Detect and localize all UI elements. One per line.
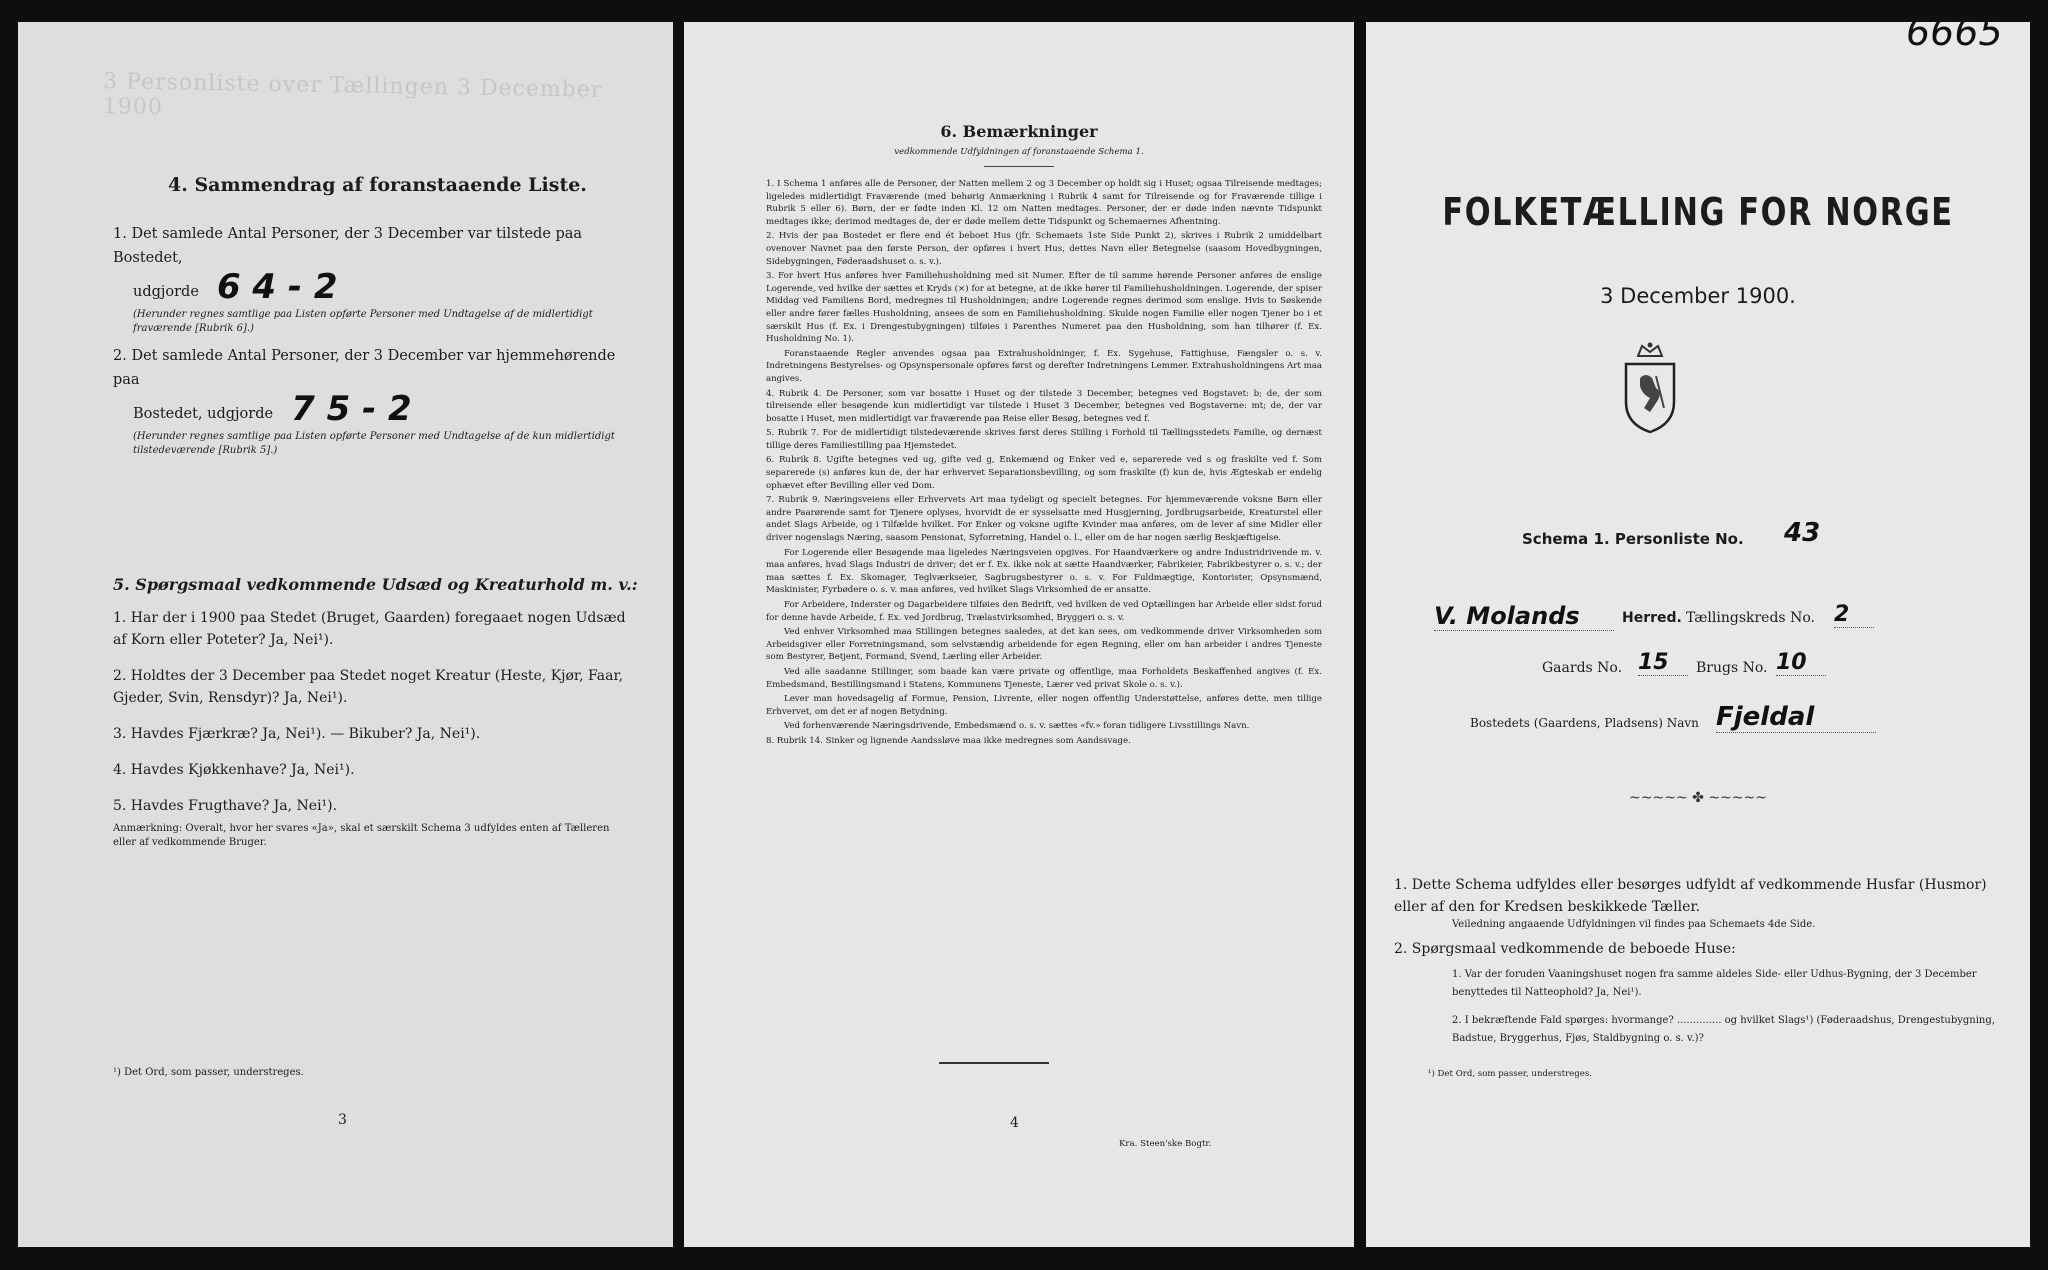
page-right [1366, 10, 2030, 1247]
page-number: 4 [1010, 1115, 1019, 1131]
census-date: 3 December 1900. [1600, 284, 1796, 308]
norway-coat-of-arms-icon [1620, 342, 1680, 434]
remarks-list [766, 178, 1322, 750]
bosted-name: Fjeldal [1716, 702, 1876, 733]
end-rule [939, 1062, 1049, 1064]
remark-item: 4. Rubrik 4. De Personer, som var bosatte i Huset og der tilstede 3 December, betegnes ved Bogstavet: b; de, der som tilreisende eller besøgende kun midlertidigt var tilstede i Huset 3 December, betegnes ved Bogstaverne: mt; de, der var bosatte i Huset, men midlertidigt var fraværende paa Reise eller Besøg, betegnes ved f. [766, 388, 1322, 424]
item2-bostedet: Bostedet, udgjorde [133, 406, 274, 422]
footnote: ¹) Det Ord, som passer, understreges. [113, 1067, 304, 1078]
personliste-number: 43 [1784, 518, 1821, 548]
remark-item: 2. Hvis der paa Bostedet er flere end ét beboet Hus (jfr. Schemaets 1ste Side Punkt 2), skrives i Rubrik 2 umiddelbart ovenover Navnet paa den første Person, der opføres i hvert Hus, dettes Navn eller Betegnelse (saasom Hovedbygningen, Sidebygningen, Føderaadshuset o. s. v.). [766, 231, 1322, 267]
remark-item: For Arbeidere, Inderster og Dagarbeidere tilføies den Bedrift, ved hvilken de ved Optællingen har Arbeide eller sidst forud for denne havde Arbeide, f. Ex. ved Jordbrug, Trælastvirksomhed, Bryggeri o. s. v. [766, 600, 1322, 623]
item1-note: (Herunder regnes samtlige paa Listen opførte Personer med Undtagelse af de midlertidigt fraværende [Rubrik 6].) [133, 309, 593, 334]
herred-label: Herred. [1622, 610, 1682, 626]
section5-title: 5. Spørgsmaal vedkommende Udsæd og Kreaturhold m. v.: [113, 575, 638, 594]
item1-line: 1. Det samlede Antal Personer, der 3 December var tilstede paa Bostedet, [113, 226, 583, 266]
herred-name: V. Molands [1434, 602, 1614, 631]
item1-udgjorde: udgjorde [133, 284, 199, 300]
item2-note: (Herunder regnes samtlige paa Listen opførte Personer med Undtagelse af de kun midlertidigt tilstedeværende [Rubrik 5].) [133, 431, 615, 456]
remarks-title: 6. Bemærkninger [940, 122, 1098, 141]
item2-handwritten: 7 5 - 2 [291, 389, 412, 429]
question-1: 1. Har der i 1900 paa Stedet (Bruget, Gaarden) foregaaet nogen Udsæd af Korn eller Poteter? Ja, Nei¹). [113, 610, 626, 648]
instruction-1: 1. Dette Schema udfyldes eller besørges udfyldt af vedkommende Husfar (Husmor) eller af den for Kredsen beskikkede Tæller. [1394, 877, 1987, 915]
kreds-label: Tællingskreds No. [1686, 610, 1815, 626]
brugs-label: Brugs No. [1696, 660, 1768, 676]
remark-item: Lever man hovedsagelig af Formue, Pension, Livrente, eller nogen offentlig Understøttelse, anføres dette, men tillige Erhvervet, om det er af nogen Betydning. [766, 694, 1322, 717]
page-left [18, 22, 673, 1247]
footnote: ¹) Det Ord, som passer, understreges. [1428, 1069, 1592, 1079]
page-middle [684, 22, 1354, 1247]
instruction-2: 2. Spørgsmaal vedkommende de beboede Huse: [1394, 941, 1736, 957]
section5-questions [113, 607, 633, 831]
remark-item: 7. Rubrik 9. Næringsveiens eller Erhvervets Art maa tydeligt og specielt betegnes. For hjemmeværende voksne Børn eller andre Paarørende samt for Tjenere oplyses, hvorvidt de er sysselsatte med Husgjerning, Jordbrugsarbeide, Kreaturstel eller andet Slags Arbeide, og i Tilfælde hvilket. For Enker og voksne ugifte Kvinder maa anføres, om de lever af sine Midler eller driver nogenslags Næring, saasom Pensionat, Syforretning, Handel o. l., eller om de har nogen særlig Beskjæftigelse. [766, 495, 1322, 544]
question-2: 2. Holdtes der 3 December paa Stedet noget Kreatur (Heste, Kjør, Faar, Gjeder, Svin, Rensdyr)? Ja, Nei¹). [113, 668, 624, 706]
section4-body [113, 222, 643, 458]
question-3: 3. Havdes Fjærkræ? Ja, Nei¹). — Bikuber? Ja, Nei¹). [113, 726, 481, 742]
bleed-through-text: 3 Personliste over Tællingen 3 December 1900 [102, 69, 603, 121]
gaards-label: Gaards No. [1542, 660, 1623, 676]
census-title: FOLKETÆLLING FOR NORGE [1442, 190, 1954, 234]
remark-item: Ved forhenværende Næringsdrivende, Embedsmænd o. s. v. sættes «fv.» foran tidligere Livsstillings Navn. [784, 721, 1250, 732]
title-rule [984, 166, 1054, 167]
archive-stamp-number: 6665 [1906, 10, 2003, 54]
remark-item: 6. Rubrik 8. Ugifte betegnes ved ug, gifte ved g, Enkemænd og Enker ved e, separerede ved s og fraskilte ved f. Som separerede (s) anføres kun de, der har erhvervet Separationsbevilling, og som fraskilte (f) kun de, hvis Ægteskab er endelig ophævet efter Bevilling eller ved Dom. [766, 455, 1322, 491]
schema-label: Schema 1. Personliste No. [1522, 530, 1744, 548]
instructions [1394, 874, 2014, 1048]
item2-line: 2. Det samlede Antal Personer, der 3 December var hjemmehørende paa [113, 348, 616, 388]
page-number: 3 [338, 1112, 347, 1128]
remark-item: 8. Rubrik 14. Sinker og lignende Aandssløve maa ikke medregnes som Aandssvage. [766, 735, 1131, 746]
ornament-divider: ~~~~~ ✤ ~~~~~ [1629, 790, 1767, 806]
brugs-number: 10 [1776, 650, 1826, 676]
gaards-number: 15 [1638, 650, 1688, 676]
instruction-2-2: 2. I bekræftende Fald spørges: hvormange? .............. og hvilket Slags¹) (Føderaadshus, Drengestubygning, Badstue, Bryggerhus, Fjøs, Staldbygning o. s. v.)? [1452, 1015, 1995, 1044]
instruction-1-note: Veiledning angaaende Udfyldningen vil findes paa Schemaets 4de Side. [1452, 919, 1816, 930]
item1-handwritten: 6 4 - 2 [216, 267, 338, 307]
remark-item: Ved enhver Virksomhed maa Stillingen betegnes saaledes, at det kan sees, om vedkommende driver Virksomheden som Arbeidsgiver eller Forretningsmand, som selvstændig arbeidende for egen Regning, eller om han arbeider i andres Tjeneste som Bestyrer, Betjent, Formand, Svend, Lærling eller Arbeider. [766, 627, 1322, 663]
anmerkning: Anmærkning: Overalt, hvor her svares «Ja», skal et særskilt Schema 3 udfyldes enten af Tælleren eller af vedkommende Bruger. [113, 823, 610, 848]
bosted-label: Bostedets (Gaardens, Pladsens) Navn [1470, 716, 1699, 730]
remark-item: Foranstaaende Regler anvendes ogsaa paa Extrahusholdninger, f. Ex. Sygehuse, Fattighuse, Fængsler o. s. v. Indretningens Bestyrelses- og Opsynspersonale opføres først og derefter Indretningens Lemmer. Extrahusholdningens Art maa angives. [766, 348, 1322, 384]
printer-credit: Kra. Steen'ske Bogtr. [1119, 1139, 1212, 1149]
section4-title: 4. Sammendrag af foranstaaende Liste. [168, 174, 587, 196]
instruction-2-1: 1. Var der foruden Vaaningshuset nogen fra samme aldeles Side- eller Udhus-Bygning, der 3 December benyttedes til Natteophold? Ja, Nei¹). [1452, 969, 1977, 998]
remarks-subtitle: vedkommende Udfyldningen af foranstaaende Schema 1. [894, 147, 1144, 157]
remark-item: 3. For hvert Hus anføres hver Familiehusholdning med sit Numer. Efter de til samme hørende Personer anføres de enslige Logerende, ved hvilke der sættes et Kryds (×) for at betegne, at de ikke hører til Familiehusholdningen. Logerende, der spiser Middag ved Familiens Bord, medregnes til Husholdningen; andre Logerende regnes derimod som enslige. Hvis to Søskende eller andre fører fælles Husholdning, ansees de som en Familiehusholdning. Skulde nogen Familie eller nogen Tjener bo i et særskilt Hus (f. Ex. i Drengestubygningen) tilføies i Parenthes Numeret paa den Husholdning, som han tilhører (f. Ex. Husholdning No. 1). [766, 271, 1322, 345]
question-5: 5. Havdes Frugthave? Ja, Nei¹). [113, 798, 338, 814]
remark-item: 1. I Schema 1 anføres alle de Personer, der Natten mellem 2 og 3 December op holdt sig i Huset; ogsaa Tilreisende medtages; ligeledes midlertidigt Fraværende (med behørig Anmærkning i Rubrik 4 samt for Tilreisende og for Fraværende tillige i Rubrik 5 eller 6). Børn, der er fødte inden Kl. 12 om Natten medtages. Personer, der er døde inden nævnte Tidspunkt medtages ikke; derimod medtages de, der er døde mellem dette Tidspunkt og Schemaernes Afhentning. [766, 179, 1322, 227]
question-4: 4. Havdes Kjøkkenhave? Ja, Nei¹). [113, 762, 355, 778]
remark-item: For Logerende eller Besøgende maa ligeledes Næringsveien opgives. For Haandværkere og andre Industridrivende m. v. maa anføres, hvad Slags Industri de driver; det er f. Ex. ikke nok at sætte Haandværker, Fabrikeier, Fabrikbestyrer o. s. v.; der maa sættes f. Ex. Skomager, Teglværkseier, Sagbrugsbestyrer o. s. v. For Fuldmægtige, Kontorister, Opsynsmænd, Maskinister, Fyrbødere o. s. v. maa anføres, ved hvilket Slags Virksomhed de er ansatte. [766, 547, 1322, 596]
kreds-number: 2 [1834, 602, 1874, 628]
remark-item: Ved alle saadanne Stillinger, som baade kan være private og offentlige, maa Forholdets Beskaffenhed angives (f. Ex. Embedsmand, Bestillingsmand i Statens, Kommunens Tjeneste, Lærer ved privat Skole o. s. v.). [766, 666, 1322, 690]
remark-item: 5. Rubrik 7. For de midlertidigt tilstedeværende skrives først deres Stilling i Forhold til Tællingsstedets Familie, og dernæst tillige deres Familiestilling paa Hjemstedet. [766, 428, 1322, 451]
